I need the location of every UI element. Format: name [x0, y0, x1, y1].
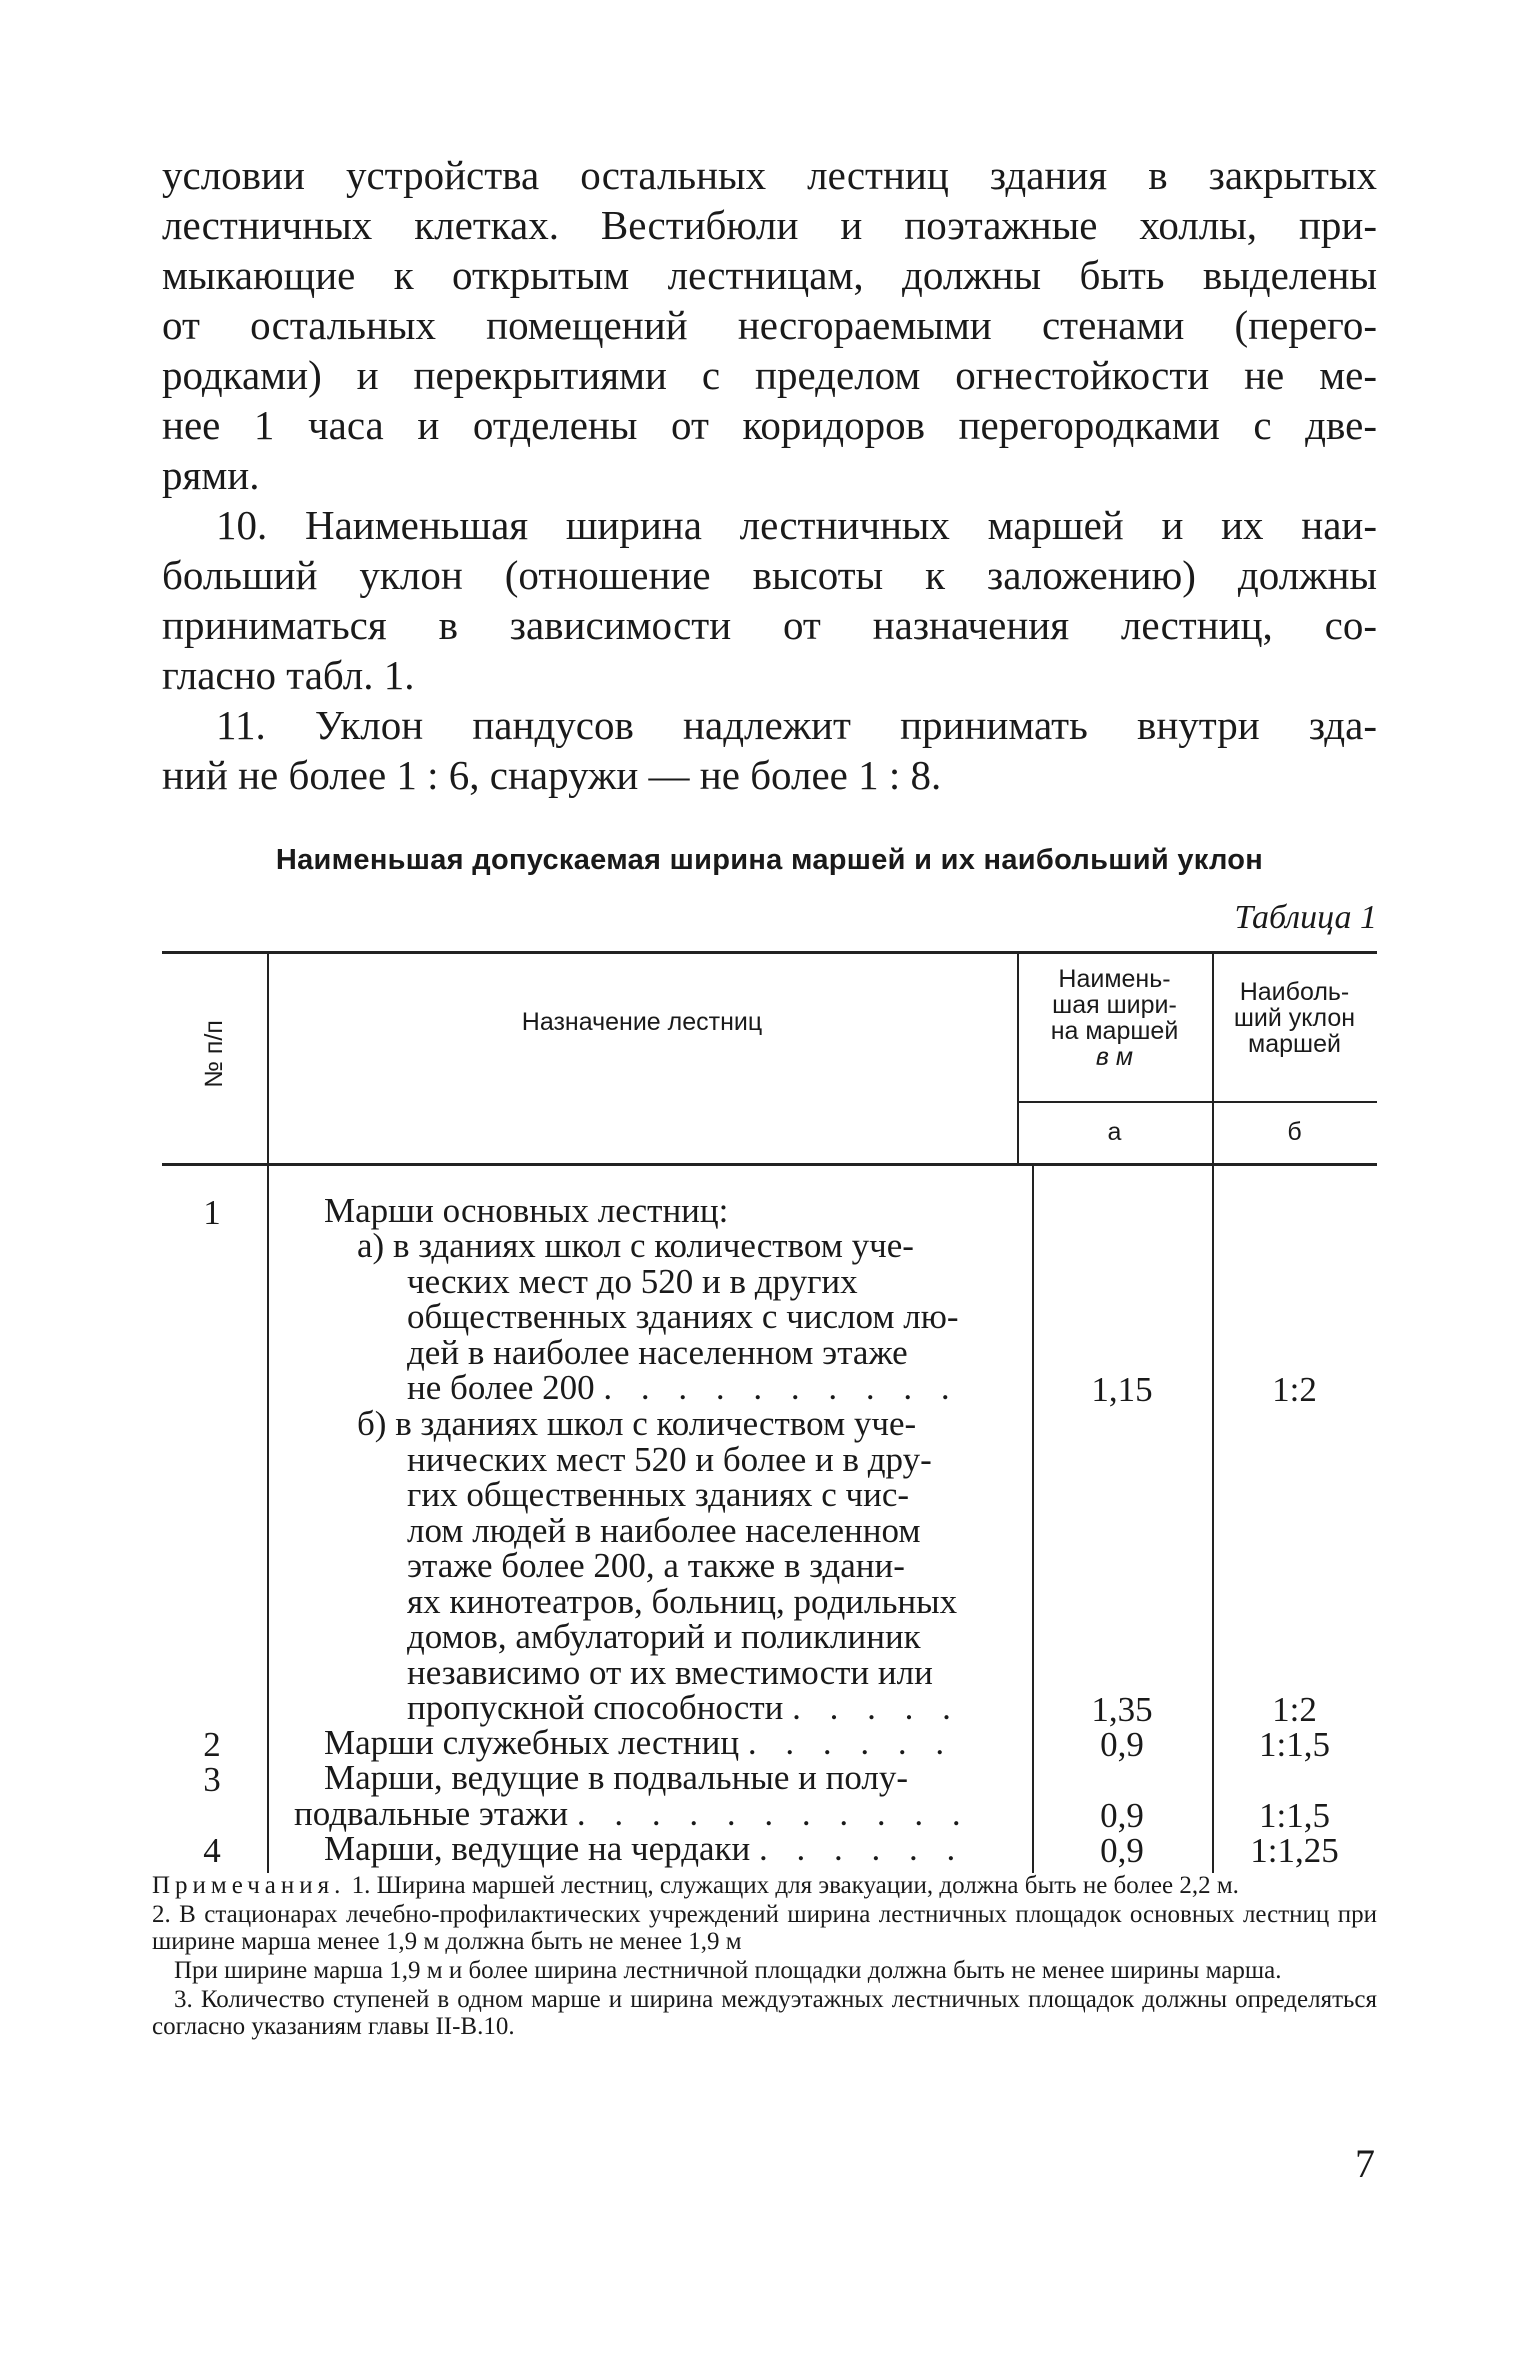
col-rule	[1032, 1163, 1034, 1873]
text-line: 11. Уклон пандусов надлежит принимать внутри зда-	[216, 702, 1377, 748]
paragraph-10	[162, 500, 1377, 700]
col-rule	[267, 1163, 269, 1873]
text-line: от остальных помещений несгораемыми стенами (перего-	[162, 302, 1377, 348]
row-number: 4	[203, 1831, 221, 1870]
leader-dots: . . . . . .	[759, 1829, 966, 1868]
text-line: нее 1 часа и отделены от коридоров перегородками с две-	[162, 402, 1377, 448]
row-1b-slope: 1:2	[1272, 1690, 1317, 1729]
row-number: 2	[203, 1725, 221, 1764]
header-width: Наимень- шая шири- на маршей в м	[1050, 965, 1179, 1071]
text-line: ний не более 1 : 6, снаружи — не более 1 : 8.	[162, 752, 942, 798]
text-line: приниматься в зависимости от назначения лестниц, со-	[162, 602, 1377, 648]
leader-dots: . . . . . . . . . . .	[576, 1793, 971, 1833]
note-2b: При ширине марша 1,9 м и более ширина лестничной площадки должна быть не менее ширины марша.	[174, 1957, 1282, 1984]
note-1: Примечания. 1. Ширина маршей лестниц, служащих для эвакуации, должна быть не более 2,2 м.	[152, 1872, 1239, 1899]
row-number: 3	[203, 1760, 221, 1799]
header-bottom-rule	[162, 1163, 1377, 1166]
leader-dots: . . . . . .	[747, 1723, 955, 1762]
header-num: № п/п	[200, 1020, 228, 1088]
text-line: гласно табл. 1.	[162, 652, 415, 698]
page-content	[162, 150, 1377, 1941]
table-notes	[152, 1872, 1377, 2042]
paragraph-11	[162, 700, 1377, 800]
text-line: условии устройства остальных лестниц здания в закрытых	[162, 152, 1377, 198]
row-1a-desc: а) в зданиях школ с количеством уче- ческих мест до 520 и в других общественных зданиях с числом лю- дей в наиболее населенном этаже не более 200 . . . . . . . . . .	[357, 1226, 960, 1407]
text-line: лестничных клетках. Вестибюли и поэтажные холлы, при-	[162, 202, 1377, 248]
row-2-slope: 1:1,5	[1259, 1725, 1330, 1764]
row-3-width: 0,9	[1100, 1796, 1144, 1835]
header-col-a: а	[1107, 1118, 1122, 1146]
row-1b-desc: б) в зданиях школ с количеством уче- нических мест 520 и более и в дру- гих общественных зданиях с чис- лом людей в наиболее населенном этаже более 200, а также в здани- ях кинотеатров, больниц, родильных домов, амбулаторий и поликлиник независимо от их вместимости или пропускной способности . . . . .	[357, 1404, 961, 1727]
text-line: больший уклон (отношение высоты к заложению) должны	[162, 552, 1377, 598]
col-rule	[267, 951, 269, 1163]
page-number: 7	[1355, 2141, 1375, 2186]
header-slope: Наиболь- ший уклон маршей	[1233, 978, 1356, 1058]
row-4-slope: 1:1,25	[1250, 1831, 1339, 1870]
leader-dots: . . . . . . . . . .	[603, 1368, 960, 1407]
row-1a-width: 1,15	[1091, 1370, 1153, 1409]
header-col-b: б	[1287, 1118, 1302, 1146]
table-number: Таблица 1	[1234, 899, 1377, 936]
row-3-desc: Марши, ведущие в подвальные и полу- подвальные этажи . . . . . . . . . . .	[294, 1758, 971, 1833]
row-2-width: 0,9	[1100, 1725, 1144, 1764]
row-4-width: 0,9	[1100, 1831, 1144, 1870]
header-sub-rule	[1017, 1101, 1377, 1103]
leader-dots: . . . . .	[792, 1688, 961, 1727]
note-3: 3. Количество ступеней в одном марше и ширина междуэтажных лестничных площадок должны определяться согласно указаниям главы II-В.10.	[152, 1986, 1377, 2040]
text-line: родками) и перекрытиями с пределом огнестойкости не ме-	[162, 352, 1377, 398]
row-3-slope: 1:1,5	[1259, 1796, 1330, 1835]
header-purpose: Назначение лестниц	[521, 1008, 763, 1036]
table-top-rule	[162, 951, 1377, 954]
row-1a-slope: 1:2	[1272, 1370, 1317, 1409]
text-line: мыкающие к открытым лестницам, должны быть выделены	[162, 252, 1377, 298]
text-line: 10. Наименьшая ширина лестничных маршей и их наи-	[216, 502, 1377, 548]
col-rule	[1212, 1163, 1214, 1873]
paragraph-stair-conditions	[162, 150, 1377, 500]
stairs-table	[162, 951, 1377, 1941]
row-title: Марши основных лестниц:	[324, 1191, 729, 1230]
row-4-desc: Марши, ведущие на чердаки . . . . . .	[324, 1829, 966, 1868]
row-number: 1	[203, 1193, 221, 1232]
row-1b-width: 1,35	[1091, 1690, 1153, 1729]
notes-label: Примечания.	[152, 1872, 346, 1899]
table-title: Наименьшая допускаемая ширина маршей и их наибольший уклон	[275, 844, 1264, 876]
text-line: рями.	[162, 452, 260, 498]
note-2: 2. В стационарах лечебно-профилактических учреждений ширина лестничных площадок основных лестниц при ширине марша менее 1,9 м должна быть не менее 1,9 м	[152, 1901, 1377, 1955]
row-2-desc: Марши служебных лестниц . . . . . .	[324, 1723, 955, 1762]
